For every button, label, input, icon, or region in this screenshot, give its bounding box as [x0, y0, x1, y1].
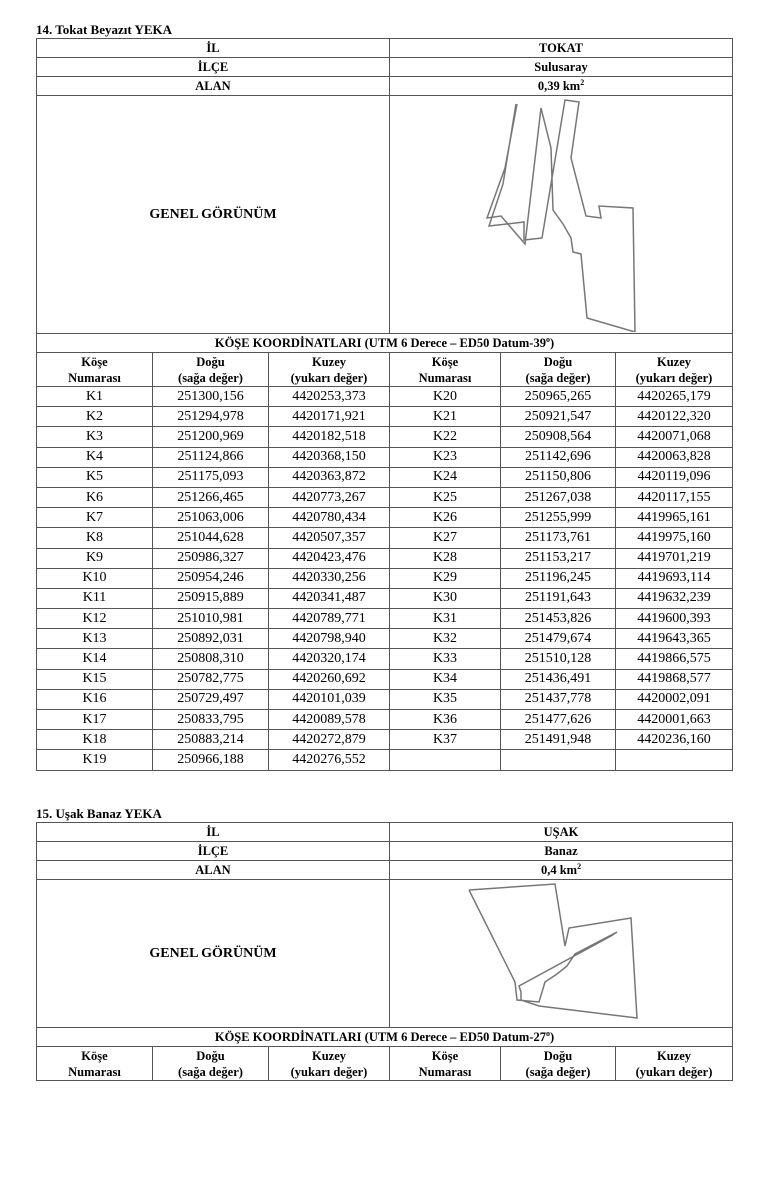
yeka-table [36, 822, 733, 1081]
header-kuzey-right-2: (yukarı değer) [635, 1064, 713, 1079]
ilce-label: İLÇE [37, 58, 390, 77]
header-dogu-right-1: Doğu [543, 354, 573, 369]
cell-kose-no: K19 [37, 750, 153, 770]
cell-kose-no-right: K31 [390, 609, 501, 629]
cell-kuzey-right: 4419693,114 [616, 568, 733, 588]
header-kuzey-right [616, 353, 733, 387]
cell-kose-no: K14 [37, 649, 153, 669]
cell-dogu-right: 250908,564 [501, 427, 616, 447]
cell-kuzey-right: 4419868,577 [616, 669, 733, 689]
coord-title [37, 334, 733, 353]
section-title: 15. Uşak Banaz YEKA [36, 806, 162, 821]
header-kose-2: Numarası [68, 370, 121, 385]
cell-kose-no: K15 [37, 669, 153, 689]
header-dogu-right-1: Doğu [543, 1048, 573, 1063]
ilce-value: Sulusaray [390, 58, 733, 77]
alan-label: ALAN [37, 77, 390, 96]
table-row [37, 387, 733, 407]
table-row [37, 548, 733, 568]
cell-kose-no-right: K25 [390, 487, 501, 507]
cell-dogu: 251044,628 [153, 528, 269, 548]
cell-kuzey: 4420363,872 [269, 467, 390, 487]
alan-unit-sup: 2 [577, 861, 582, 871]
header-kuzey-right-2: (yukarı değer) [635, 370, 713, 385]
cell-dogu: 250782,775 [153, 669, 269, 689]
header-kuzey-1: Kuzey [311, 354, 347, 369]
cell-kuzey: 4420507,357 [269, 528, 390, 548]
cell-dogu-right: 251191,643 [501, 588, 616, 608]
genel-gorunum-label: GENEL GÖRÜNÜM [37, 96, 390, 334]
cell-kose-no: K11 [37, 588, 153, 608]
il-label: İL [37, 823, 390, 842]
header-kuzey-2: (yukarı değer) [290, 370, 368, 385]
cell-kose-no: K9 [37, 548, 153, 568]
cell-kose-no: K18 [37, 730, 153, 750]
table-row [37, 528, 733, 548]
section-usak [36, 806, 732, 1081]
cell-dogu: 251010,981 [153, 609, 269, 629]
header-dogu-2: (sağa değer) [178, 1064, 243, 1079]
table-row [37, 750, 733, 770]
coord-title-text: KÖŞE KOORDİNATLARI (UTM 6 Derece – ED50 Datum-39 [214, 335, 546, 350]
cell-kuzey-right: 4419975,160 [616, 528, 733, 548]
cell-kose-no-right: K20 [390, 387, 501, 407]
cell-kuzey: 4420789,771 [269, 609, 390, 629]
table-row [37, 427, 733, 447]
cell-kuzey-right: 4420122,320 [616, 407, 733, 427]
cell-kuzey: 4420330,256 [269, 568, 390, 588]
cell-kose-no-right: K33 [390, 649, 501, 669]
cell-dogu-right: 251153,217 [501, 548, 616, 568]
alan-number: 0,4 km [540, 862, 578, 877]
cell-kuzey-right: 4420236,160 [616, 730, 733, 750]
cell-kuzey: 4420780,434 [269, 508, 390, 528]
cell-kuzey: 4420260,692 [269, 669, 390, 689]
cell-dogu: 251200,969 [153, 427, 269, 447]
cell-kuzey: 4420341,487 [269, 588, 390, 608]
table-row [37, 609, 733, 629]
cell-kose-no-right: K26 [390, 508, 501, 528]
table-row [37, 730, 733, 750]
area-outline-shape [391, 882, 731, 1026]
cell-dogu: 250915,889 [153, 588, 269, 608]
alan-value [390, 861, 733, 880]
cell-kuzey: 4420276,552 [269, 750, 390, 770]
cell-kuzey: 4420089,578 [269, 710, 390, 730]
header-kose-right-2: Numarası [418, 370, 472, 385]
area-map [390, 96, 733, 334]
cell-kose-no-right: K30 [390, 588, 501, 608]
cell-dogu: 250883,214 [153, 730, 269, 750]
cell-kuzey-right: 4419643,365 [616, 629, 733, 649]
cell-kose-no: K4 [37, 447, 153, 467]
cell-kuzey-right: 4419866,575 [616, 649, 733, 669]
header-dogu [153, 353, 269, 387]
cell-kose-no: K3 [37, 427, 153, 447]
table-row [37, 669, 733, 689]
header-kose-1: Köşe [81, 354, 108, 369]
cell-kose-no-right: K27 [390, 528, 501, 548]
header-kose [37, 353, 153, 387]
header-dogu-right-2: (sağa değer) [525, 1064, 591, 1079]
cell-dogu-right: 251436,491 [501, 669, 616, 689]
cell-kose-no-right: K37 [390, 730, 501, 750]
header-kuzey-right-1: Kuzey [656, 354, 692, 369]
cell-dogu-right: 250921,547 [501, 407, 616, 427]
cell-kose-no: K5 [37, 467, 153, 487]
cell-dogu-right: 251437,778 [501, 689, 616, 709]
cell-kose-no-right: K24 [390, 467, 501, 487]
coord-title-end: ) [549, 1029, 555, 1044]
cell-kose-no: K1 [37, 387, 153, 407]
table-row [37, 508, 733, 528]
header-kose-right-1: Köşe [431, 354, 459, 369]
cell-kose-no-right: K29 [390, 568, 501, 588]
cell-kose-no-right: K28 [390, 548, 501, 568]
table-row [37, 588, 733, 608]
il-value: TOKAT [390, 39, 733, 58]
cell-dogu: 251124,866 [153, 447, 269, 467]
header-dogu-right [501, 353, 616, 387]
ilce-value: Banaz [390, 842, 733, 861]
alan-label: ALAN [37, 861, 390, 880]
yeka-table [36, 38, 733, 771]
cell-kuzey-right: 4419965,161 [616, 508, 733, 528]
cell-dogu-right: 251477,626 [501, 710, 616, 730]
cell-dogu-right: 250965,265 [501, 387, 616, 407]
cell-dogu-right [501, 750, 616, 770]
cell-kuzey-right: 4419701,219 [616, 548, 733, 568]
cell-kuzey-right: 4419600,393 [616, 609, 733, 629]
table-row [37, 629, 733, 649]
header-kuzey-2: (yukarı değer) [290, 1064, 368, 1079]
cell-dogu-right: 251196,245 [501, 568, 616, 588]
cell-kose-no: K16 [37, 689, 153, 709]
cell-kose-no: K12 [37, 609, 153, 629]
header-dogu-right [501, 1047, 616, 1081]
cell-kose-no-right: K34 [390, 669, 501, 689]
cell-kuzey-right: 4420071,068 [616, 427, 733, 447]
cell-kose-no: K2 [37, 407, 153, 427]
cell-kuzey: 4420171,921 [269, 407, 390, 427]
cell-kose-no-right: K35 [390, 689, 501, 709]
cell-kuzey-right [616, 750, 733, 770]
cell-kuzey: 4420272,879 [269, 730, 390, 750]
header-kose [37, 1047, 153, 1081]
cell-dogu: 250808,310 [153, 649, 269, 669]
cell-kuzey: 4420182,518 [269, 427, 390, 447]
cell-dogu-right: 251142,696 [501, 447, 616, 467]
il-value: UŞAK [390, 823, 733, 842]
cell-kuzey-right: 4419632,239 [616, 588, 733, 608]
header-dogu-2: (sağa değer) [178, 370, 243, 385]
header-kose-right-2: Numarası [418, 1064, 472, 1079]
table-row [37, 649, 733, 669]
cell-kuzey-right: 4420002,091 [616, 689, 733, 709]
cell-dogu: 251175,093 [153, 467, 269, 487]
cell-kuzey: 4420798,940 [269, 629, 390, 649]
cell-dogu: 251266,465 [153, 487, 269, 507]
header-kuzey-right-1: Kuzey [656, 1048, 692, 1063]
genel-gorunum-label: GENEL GÖRÜNÜM [37, 880, 390, 1028]
cell-kuzey: 4420253,373 [269, 387, 390, 407]
cell-dogu: 250954,246 [153, 568, 269, 588]
cell-kose-no-right [390, 750, 501, 770]
header-kose-right-1: Köşe [431, 1048, 459, 1063]
cell-kose-no: K8 [37, 528, 153, 548]
cell-dogu: 250892,031 [153, 629, 269, 649]
area-outline-shape [391, 98, 731, 332]
cell-kuzey-right: 4420063,828 [616, 447, 733, 467]
header-kose-right [390, 1047, 501, 1081]
il-label: İL [37, 39, 390, 58]
cell-kuzey: 4420368,150 [269, 447, 390, 467]
table-row [37, 407, 733, 427]
cell-dogu: 251063,006 [153, 508, 269, 528]
area-map [390, 880, 733, 1028]
table-row [37, 710, 733, 730]
section-title: 14. Tokat Beyazıt YEKA [36, 22, 173, 37]
coord-title [37, 1028, 733, 1047]
coord-title-end: ) [549, 335, 555, 350]
cell-dogu: 250833,795 [153, 710, 269, 730]
alan-value [390, 77, 733, 96]
section-tokat [36, 22, 732, 771]
coord-header-row [37, 353, 733, 387]
alan-unit-sup: 2 [580, 77, 585, 87]
table-row [37, 447, 733, 467]
coord-title-sup: o [545, 334, 550, 344]
header-kose-1: Köşe [81, 1048, 108, 1063]
cell-dogu: 250986,327 [153, 548, 269, 568]
cell-kose-no-right: K36 [390, 710, 501, 730]
cell-dogu-right: 251150,806 [501, 467, 616, 487]
cell-dogu-right: 251479,674 [501, 629, 616, 649]
cell-kose-no-right: K23 [390, 447, 501, 467]
cell-kose-no-right: K21 [390, 407, 501, 427]
header-kuzey-1: Kuzey [311, 1048, 347, 1063]
coord-header-row [37, 1047, 733, 1081]
cell-dogu-right: 251491,948 [501, 730, 616, 750]
header-dogu-1: Doğu [196, 1048, 225, 1063]
header-kose-2: Numarası [68, 1064, 121, 1079]
cell-kuzey: 4420423,476 [269, 548, 390, 568]
cell-kose-no: K10 [37, 568, 153, 588]
cell-kose-no: K13 [37, 629, 153, 649]
alan-number: 0,39 km [537, 78, 581, 93]
coord-title-text: KÖŞE KOORDİNATLARI (UTM 6 Derece – ED50 Datum-27 [214, 1029, 546, 1044]
cell-kose-no: K7 [37, 508, 153, 528]
table-row [37, 467, 733, 487]
cell-kose-no: K6 [37, 487, 153, 507]
cell-kose-no-right: K22 [390, 427, 501, 447]
header-kuzey [269, 1047, 390, 1081]
cell-dogu: 251300,156 [153, 387, 269, 407]
cell-kuzey-right: 4420117,155 [616, 487, 733, 507]
cell-kuzey: 4420101,039 [269, 689, 390, 709]
cell-kose-no: K17 [37, 710, 153, 730]
header-kuzey-right [616, 1047, 733, 1081]
coord-title-sup: o [545, 1028, 550, 1038]
header-kuzey [269, 353, 390, 387]
header-dogu [153, 1047, 269, 1081]
cell-dogu-right: 251510,128 [501, 649, 616, 669]
cell-dogu-right: 251255,999 [501, 508, 616, 528]
cell-kuzey-right: 4420001,663 [616, 710, 733, 730]
cell-dogu-right: 251173,761 [501, 528, 616, 548]
cell-dogu: 250966,188 [153, 750, 269, 770]
table-row [37, 487, 733, 507]
cell-kuzey: 4420773,267 [269, 487, 390, 507]
cell-dogu-right: 251453,826 [501, 609, 616, 629]
cell-kuzey-right: 4420119,096 [616, 467, 733, 487]
coord-rows [37, 387, 733, 771]
header-dogu-1: Doğu [196, 354, 225, 369]
header-kose-right [390, 353, 501, 387]
ilce-label: İLÇE [37, 842, 390, 861]
table-row [37, 689, 733, 709]
cell-dogu: 251294,978 [153, 407, 269, 427]
header-dogu-right-2: (sağa değer) [525, 370, 591, 385]
cell-dogu-right: 251267,038 [501, 487, 616, 507]
table-row [37, 568, 733, 588]
cell-kuzey-right: 4420265,179 [616, 387, 733, 407]
cell-kuzey: 4420320,174 [269, 649, 390, 669]
cell-dogu: 250729,497 [153, 689, 269, 709]
cell-kose-no-right: K32 [390, 629, 501, 649]
